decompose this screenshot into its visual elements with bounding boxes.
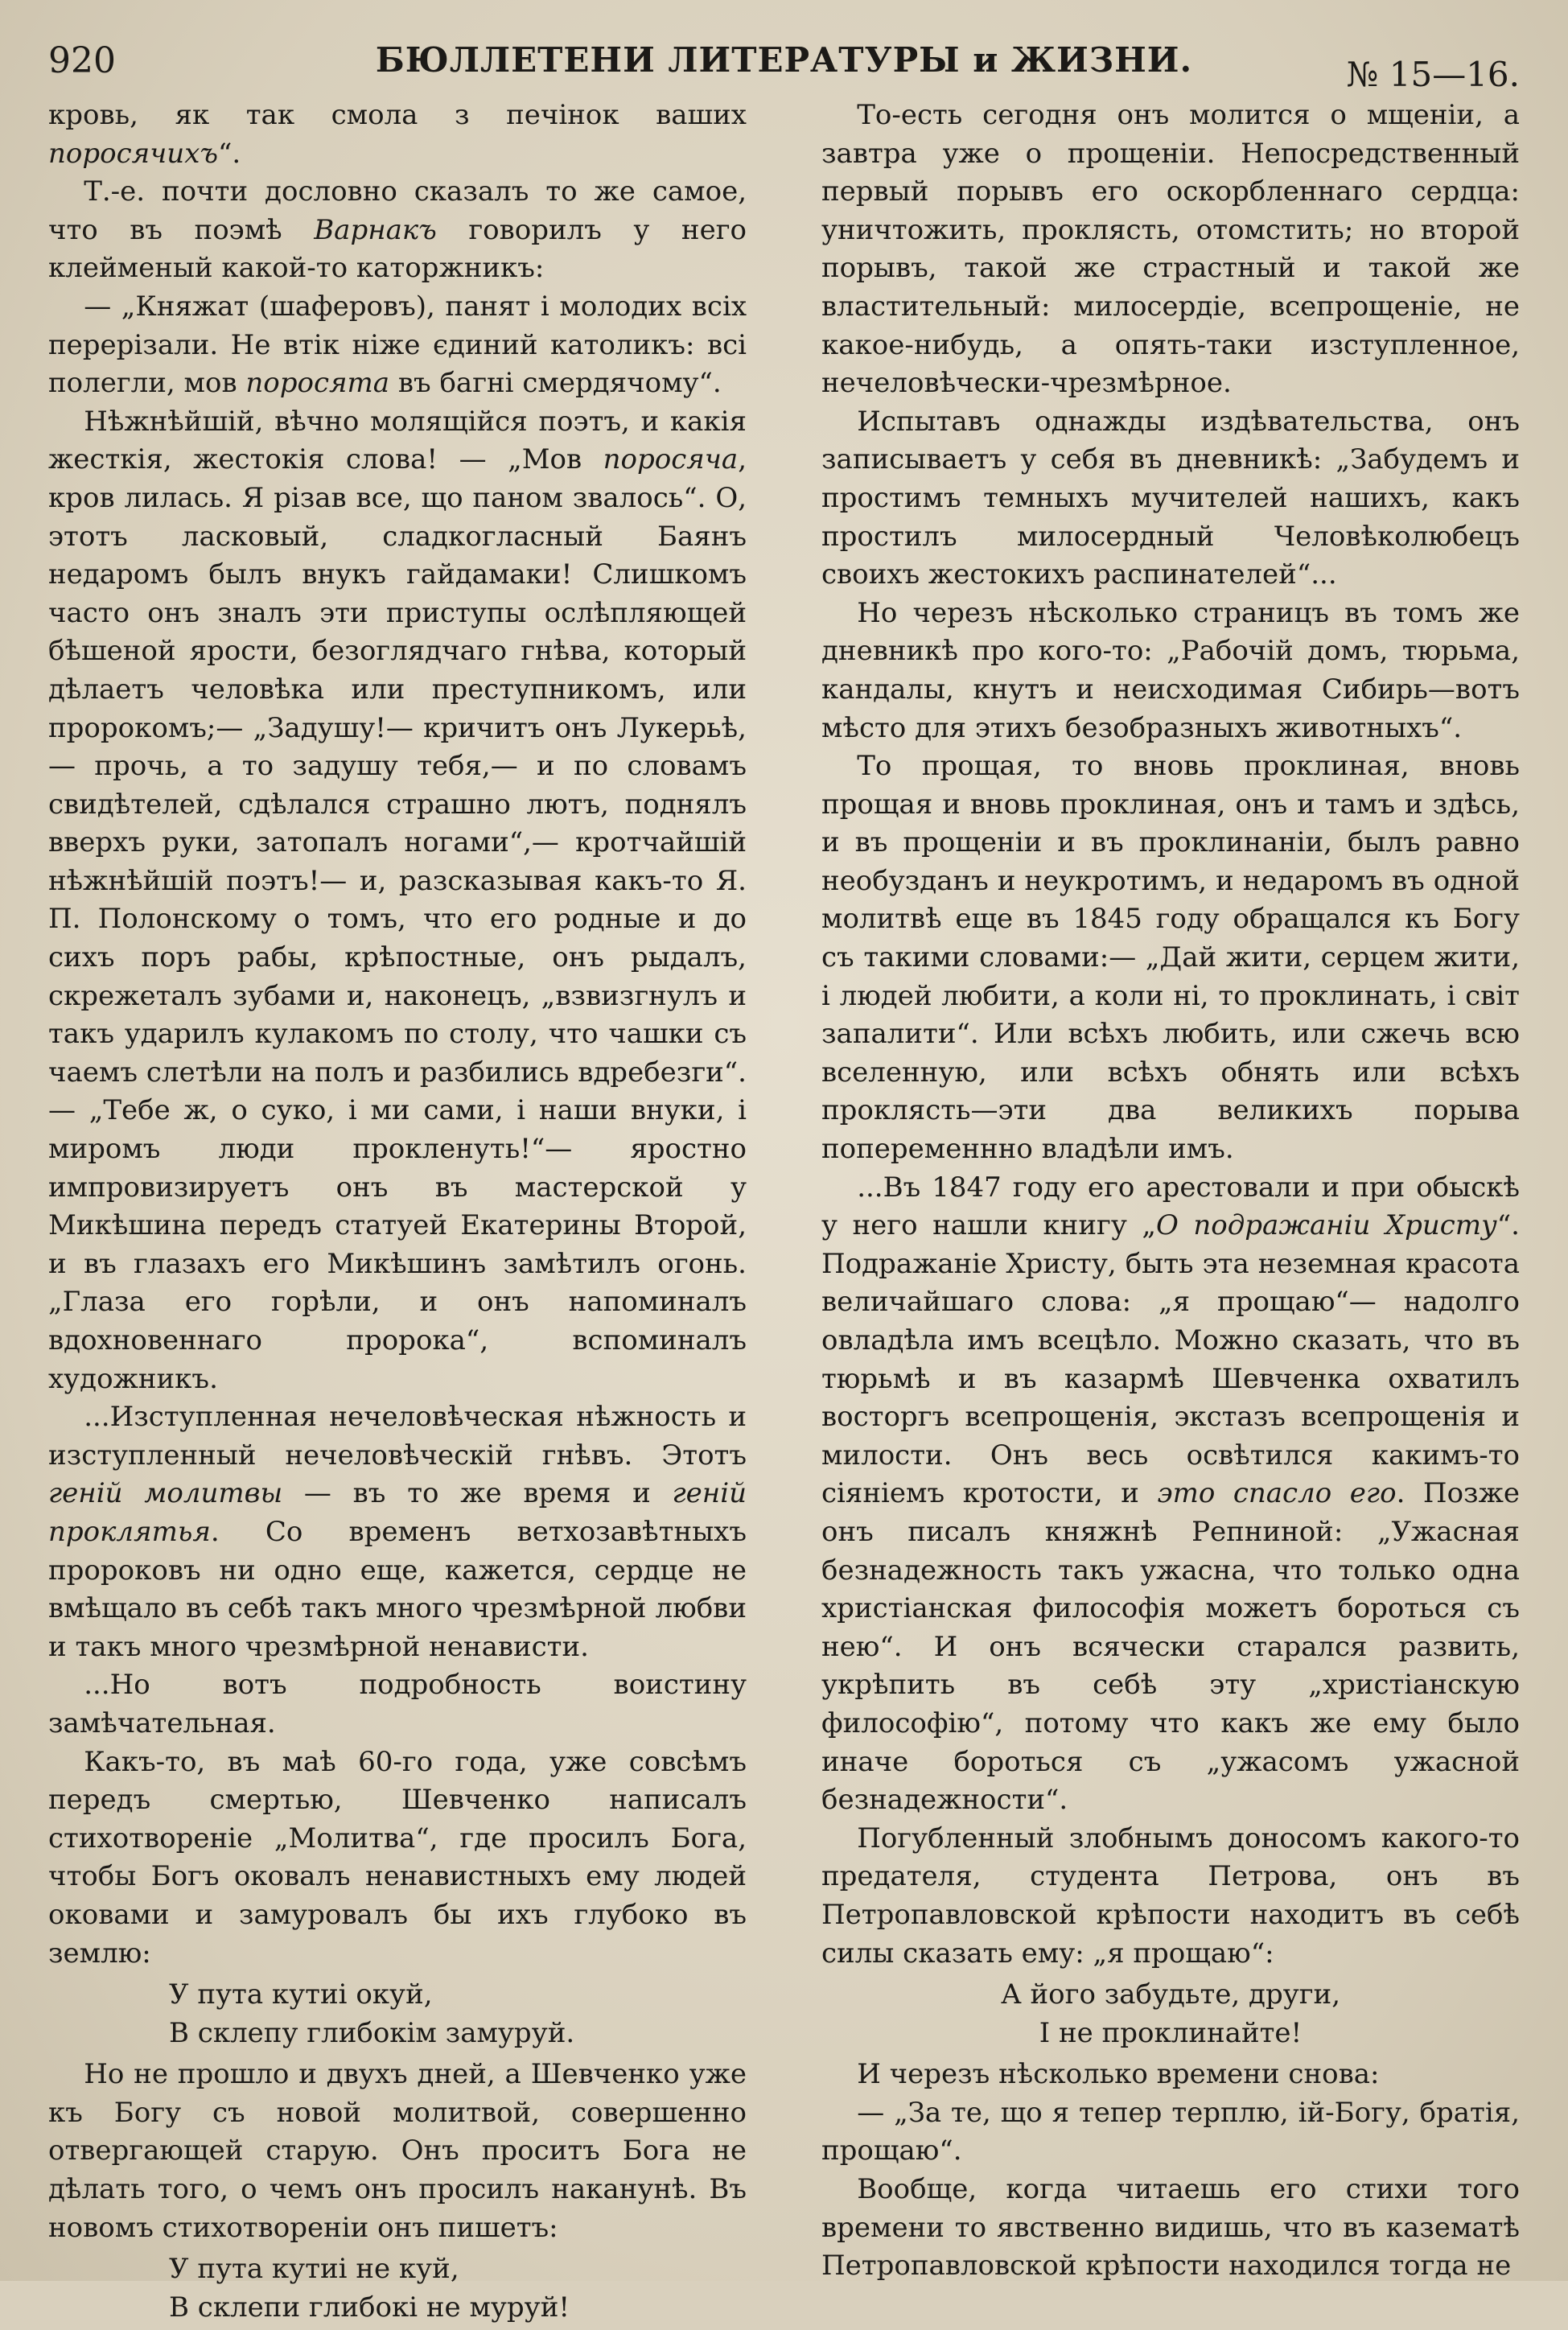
paragraph: Т.-е. почти дословно сказалъ то же самое, что въ поэмѣ Варнакъ говорилъ у него клейменый какой-то каторжникъ: [48,175,747,285]
verse-block [821,1976,1520,2052]
running-title: БЮЛЛЕТЕНИ ЛИТЕРАТУРЫ и ЖИЗНИ. [375,40,1193,80]
quote-paragraph: — „Княжат (шаферовъ), панят і молодих всіх перерізали. Не втік ніже єдиний католикъ: всі полегли, мов поросята въ багні смердячому“. [48,290,747,400]
verse-line: У пута кутиі не куй, [169,2253,459,2286]
verse-line: В склепу глибокім замуруй. [169,2016,575,2049]
paragraph: ...Но вотъ подробность воистину замѣчательная. [48,1669,747,1739]
verse-line: І не проклинайте! [1039,2016,1303,2049]
paragraph: И черезъ нѣсколько времени снова: [857,2058,1380,2091]
paragraph: Нѣжнѣйшій, вѣчно молящійся поэтъ, и какія жесткія, жестокія слова! — „Мов поросяча, кров лилась. Я різав все, що паном звалось“. О, этотъ ласковый, сладкогласный Баянъ недаромъ былъ внукъ гайдамаки! Слишкомъ часто онъ зналъ эти приступы ослѣпляющей бѣшеной ярости, безоглядчаго гнѣва, который дѣлаетъ человѣка или преступникомъ, или пророкомъ;— „Задушу!— кричитъ онъ Лукерьѣ,— прочь, а то задушу тебя,— и по словамъ свидѣтелей, сдѣлался страшно лютъ, поднялъ вверхъ руки, затопалъ ногами“,— кротчайшій нѣжнѣйшій поэтъ!— и, разсказывая какъ-то Я. П. Полонскому о томъ, что его родные и до сихъ поръ рабы, крѣпостные, онъ рыдалъ, скрежеталъ зубами и, наконецъ, „взвизгнулъ и такъ ударилъ кулакомъ по столу, что чашки съ чаемъ слетѣли на полъ и разбились вдребезги“.— „Тебе ж, о суко, і ми сами, і наши внуки, і миромъ люди прокленуть!“— яростно импровизируетъ онъ въ мастерской у Микѣшина передъ статуей Екатерины Второй, и въ глазахъ его Микѣшинъ замѣтилъ огонь. „Глаза его горѣли, и онъ напоминалъ вдохновеннаго пророка“, вспоминалъ художникъ. [48,405,747,1395]
verse-line: А його забудьте, други, [1000,1978,1341,2011]
verse-block [48,2250,747,2327]
paragraph: ...Изступленная нечеловѣческая нѣжность и изступленный нечеловѣческій гнѣвъ. Этотъ геній молитвы — въ то же время и геній проклятья. Со временъ ветхозавѣтныхъ пророковъ ни одно еще, кажется, сердце не вмѣщало въ себѣ такъ много чрезмѣрной любви и такъ много чрезмѣрной ненависти. [48,1401,747,1663]
verse-block [48,1976,747,2052]
paragraph: Какъ-то, въ маѣ 60-го года, уже совсѣмъ передъ смертью, Шевченко написалъ стихотвореніе „Молитва“, где просилъ Бога, чтобы Богъ оковалъ ненавистныхъ ему людей оковами и замуровалъ бы ихъ глубоко въ землю: [48,1745,747,1970]
paragraph: кровь, як так смола з печінок ваших поросячихъ“. [48,99,747,170]
paragraph: Погубленный злобнымъ доносомъ какого-то предателя, студента Петрова, онъ въ Петропавловской крѣпости находитъ въ себѣ силы сказать ему: „я прощаю“: [821,1822,1520,1970]
paragraph: То прощая, то вновь проклиная, вновь прощая и вновь проклиная, онъ и тамъ и здѣсь, и въ прощеніи и въ проклинаніи, былъ равно необузданъ и неукротимъ, и недаромъ въ одной молитвѣ еще въ 1845 году обращался къ Богу съ такими словами:— „Дай жити, серцем жити, і людей любити, а коли ні, то проклинать, і світ запалити“. Или всѣхъ любить, или сжечь всю вселенную, или всѣхъ обнять или всѣхъ проклясть—эти два великихъ порыва попеременнно владѣли имъ. [821,750,1520,1166]
paragraph: Но не прошло и двухъ дней, а Шевченко уже къ Богу съ новой молитвой, совершенно отвергающей старую. Онъ проситъ Бога не дѣлать того, о чемъ онъ просилъ наканунѣ. Въ новомъ стихотвореніи онъ пишетъ: [48,2058,747,2244]
page-header [48,32,1520,97]
verse-line: У пута кутиі окуй, [169,1978,433,2011]
verse-line: В склепи глибокі не муруй! [169,2291,570,2324]
paragraph: ...Въ 1847 году его арестовали и при обыскѣ у него нашли книгу „О подражаніи Христу“. Подражаніе Христу, быть эта неземная красота величайшаго слова: „я прощаю“— надолго овладѣла имъ всецѣло. Можно сказать, что въ тюрьмѣ и въ казармѣ Шевченка охватилъ восторгъ всепрощенія, экстазъ всепрощенія и милости. Онъ весь освѣтился какимъ-то сіяніемъ кротости, и это спасло его. Позже онъ писалъ княжнѣ Репниной: „Ужасная безнадежность такъ ужасна, что только одна христіанская философія можетъ бороться съ нею“. И онъ всячески старался развить, укрѣпить въ себѣ эту „христіанскую философію“, потому что какъ же ему было иначе бороться съ „ужасомъ ужасной безнадежности“. [821,1171,1520,1817]
page-number: 920 [48,40,116,81]
issue-number: № 15—16. [1346,55,1520,94]
right-column [821,97,1520,2330]
text-columns [48,97,1520,2330]
paragraph: Но черезъ нѣсколько страницъ въ томъ же дневникѣ про кого-то: „Рабочій домъ, тюрьма, кандалы, кнутъ и неисходимая Сибирь—вотъ мѣсто для этихъ безобразныхъ животныхъ“. [821,596,1520,744]
paragraph: Вообще, когда читаешь его стихи того времени то явственно видишь, что въ казематѣ Петропавловской крѣпости находился тогда не [821,2173,1520,2283]
left-column [48,97,747,2330]
paragraph: Испытавъ однажды издѣвательства, онъ записываетъ у себя въ дневникѣ: „Забудемъ и простимъ темныхъ мучителей нашихъ, какъ простилъ милосердный Человѣколюбецъ своихъ жестокихъ распинателей“... [821,405,1520,591]
quote-paragraph: — „За те, що я тепер терплю, ій-Богу, братія, прощаю“. [821,2096,1520,2167]
paragraph: То-есть сегодня онъ молится о мщеніи, а завтра уже о прощеніи. Непосредственный первый порывъ его оскорбленнаго сердца: уничтожить, проклясть, отомстить; но второй порывъ, такой же страстный и такой же властительный: милосердіе, всепрощеніе, не какое-нибудь, а опять-таки изступленное, нечеловѣчески-чрезмѣрное. [821,99,1520,400]
